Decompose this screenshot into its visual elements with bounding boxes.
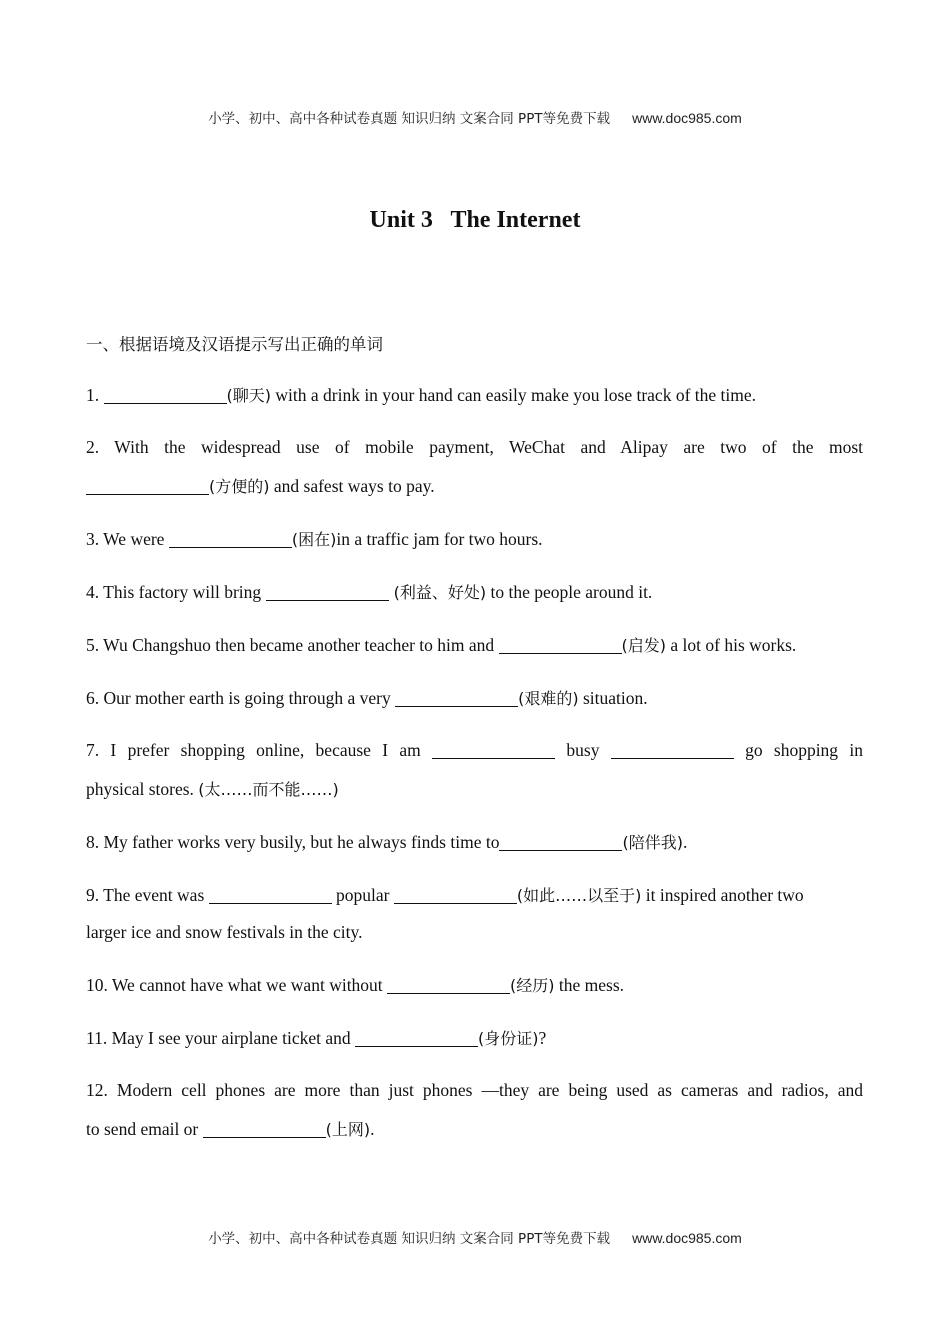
document-title: Unit 3 The Internet <box>369 207 581 233</box>
answer-blank-3[interactable] <box>169 529 292 548</box>
answer-blank-11[interactable] <box>355 1028 478 1047</box>
answer-blank-1[interactable] <box>104 385 227 404</box>
question-2-line1: 2. With the widespread use of mobile payment, WeChat and Alipay are two of the most <box>86 437 863 457</box>
answer-blank-2[interactable] <box>86 476 209 495</box>
question-8: 8. My father works very busily, but he always finds time to (陪伴我). <box>86 832 688 852</box>
answer-blank-9b[interactable] <box>394 885 517 904</box>
question-9-line2: larger ice and snow festivals in the city. <box>86 922 363 942</box>
question-3: 3. We were (困在)in a traffic jam for two hours. <box>86 529 543 549</box>
question-7-line2: physical stores. (太……而不能……) <box>86 779 339 799</box>
answer-blank-7a[interactable] <box>432 740 555 759</box>
answer-blank-9a[interactable] <box>209 885 332 904</box>
answer-blank-10[interactable] <box>387 975 510 994</box>
question-10: 10. We cannot have what we want without (经历) the mess. <box>86 975 625 995</box>
answer-blank-6[interactable] <box>395 688 518 707</box>
answer-blank-4[interactable] <box>266 582 389 601</box>
answer-blank-12[interactable] <box>203 1119 326 1138</box>
question-4: 4. This factory will bring (利益、好处) to the people around it. <box>86 582 653 602</box>
question-6: 6. Our mother earth is going through a very (艰难的) situation. <box>86 688 648 708</box>
footer-text: 小学、初中、高中各种试卷真题 知识归纳 文案合同 PPT等免费下载 <box>208 1231 611 1247</box>
question-12-line1: 12. Modern cell phones are more than just phones —they are being used as cameras and radios, and <box>86 1080 863 1100</box>
question-1: 1. (聊天) with a drink in your hand can easily make you lose track of the time. <box>86 385 757 405</box>
question-11: 11. May I see your airplane ticket and (身份证)? <box>86 1028 547 1048</box>
page-footer <box>0 1227 950 1247</box>
question-5: 5. Wu Changshuo then became another teacher to him and (启发) a lot of his works. <box>86 635 797 655</box>
footer-site-link[interactable]: www.doc985.com <box>632 1230 742 1246</box>
answer-blank-5[interactable] <box>499 635 622 654</box>
question-12-line2: to send email or (上网). <box>86 1119 375 1139</box>
answer-blank-8[interactable] <box>499 832 622 851</box>
answer-blank-7b[interactable] <box>611 740 734 759</box>
question-9-line1: 9. The event was popular (如此……以至于) it inspired another two <box>86 885 804 905</box>
question-2-line2: (方便的) and safest ways to pay. <box>86 467 863 506</box>
section-title: 一、根据语境及汉语提示写出正确的单词 <box>86 335 383 354</box>
header-site-link[interactable]: www.doc985.com <box>632 110 742 126</box>
page-header <box>0 107 950 127</box>
header-text: 小学、初中、高中各种试卷真题 知识归纳 文案合同 PPT等免费下载 <box>208 111 611 127</box>
question-7-line1: 7. I prefer shopping online, because I am busy go shopping in <box>86 740 863 760</box>
